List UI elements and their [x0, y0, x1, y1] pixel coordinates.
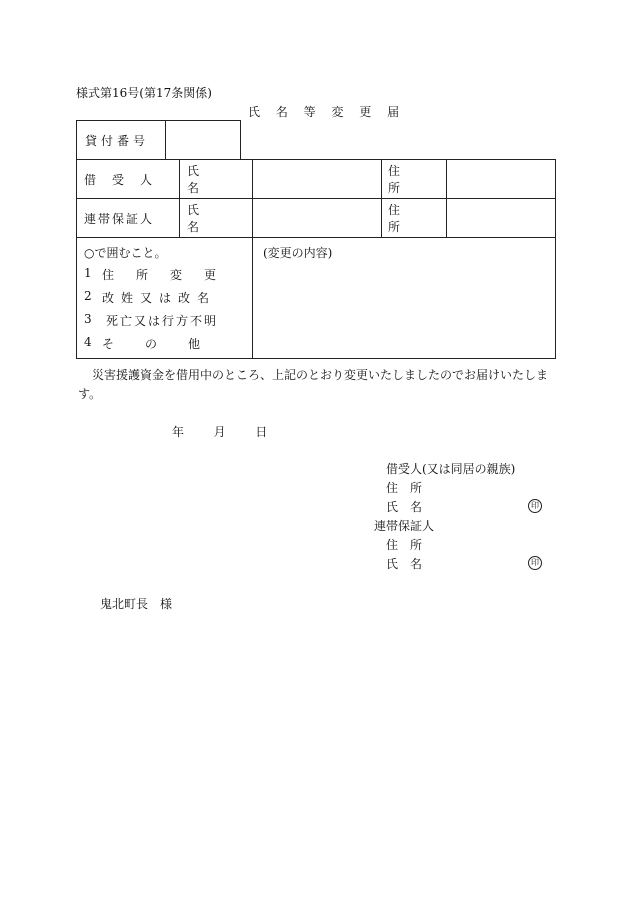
guarantor-sign-address-label: 住 所 — [386, 538, 423, 552]
borrower-name-field[interactable] — [253, 160, 382, 199]
guarantor-role: 連帯保証人 — [84, 211, 155, 226]
guarantor-sign-name-label: 氏 名 — [386, 557, 423, 571]
borrower-sign-name-label: 氏 名 — [386, 500, 423, 514]
borrower-address-label: 住所 — [388, 164, 427, 195]
change-type-cell — [77, 238, 253, 359]
form-title: 氏 名 等 変 更 届 — [248, 105, 406, 119]
option-3-text: 死亡又は行方不明 — [106, 314, 219, 328]
option-3-num: 3 — [84, 312, 92, 326]
circle-instruction: ○で囲むこと。 — [84, 246, 167, 260]
statement-text: 災害援護資金を借用中のところ、上記のとおり変更いたしましたのでお届けいたします。 — [78, 368, 549, 401]
guarantor-row — [77, 199, 556, 238]
date-day-label: 日 — [255, 425, 268, 439]
borrower-sign-heading: 借受人(又は同居の親族) — [386, 462, 516, 476]
option-2-num: 2 — [84, 289, 92, 303]
option-2-text: 改姓又は改名 — [102, 291, 217, 305]
addressee: 鬼北町長 様 — [100, 597, 173, 611]
change-form-table — [76, 159, 556, 359]
change-details-field[interactable] — [253, 238, 556, 359]
guarantor-address-label: 住所 — [388, 203, 427, 234]
borrower-sign-address-label: 住 所 — [386, 481, 423, 495]
guarantor-sign-heading: 連帯保証人 — [374, 519, 435, 533]
borrower-name-label: 氏名 — [187, 164, 226, 195]
loan-number-field[interactable] — [166, 121, 241, 160]
date-line — [172, 423, 267, 440]
change-type-row — [77, 238, 556, 359]
option-3[interactable] — [84, 312, 245, 335]
borrower-row — [77, 160, 556, 199]
guarantor-name-label: 氏名 — [187, 203, 226, 234]
loan-number-label — [85, 132, 157, 149]
option-1[interactable] — [84, 266, 245, 289]
borrower-seal-mark: 印 — [528, 499, 542, 513]
option-2[interactable] — [84, 289, 245, 312]
date-month-label: 月 — [213, 425, 226, 439]
option-4-num: 4 — [84, 335, 92, 349]
loan-number-label-text: 貸付番号 — [85, 133, 150, 148]
borrower-address-field[interactable] — [447, 160, 556, 199]
date-year-label: 年 — [172, 425, 185, 439]
guarantor-name-field[interactable] — [253, 199, 382, 238]
change-details-label: (変更の内容) — [263, 246, 333, 260]
option-1-text: 住所変更 — [102, 268, 239, 282]
form-number: 様式第16号(第17条関係) — [76, 86, 212, 100]
option-4-text: その他 — [102, 337, 232, 351]
option-4[interactable] — [84, 335, 245, 358]
guarantor-seal-mark: 印 — [528, 556, 542, 570]
borrower-role: 借受人 — [84, 172, 169, 187]
loan-number-table — [76, 120, 241, 160]
guarantor-address-field[interactable] — [447, 199, 556, 238]
option-1-num: 1 — [84, 266, 92, 280]
statement — [78, 366, 558, 404]
